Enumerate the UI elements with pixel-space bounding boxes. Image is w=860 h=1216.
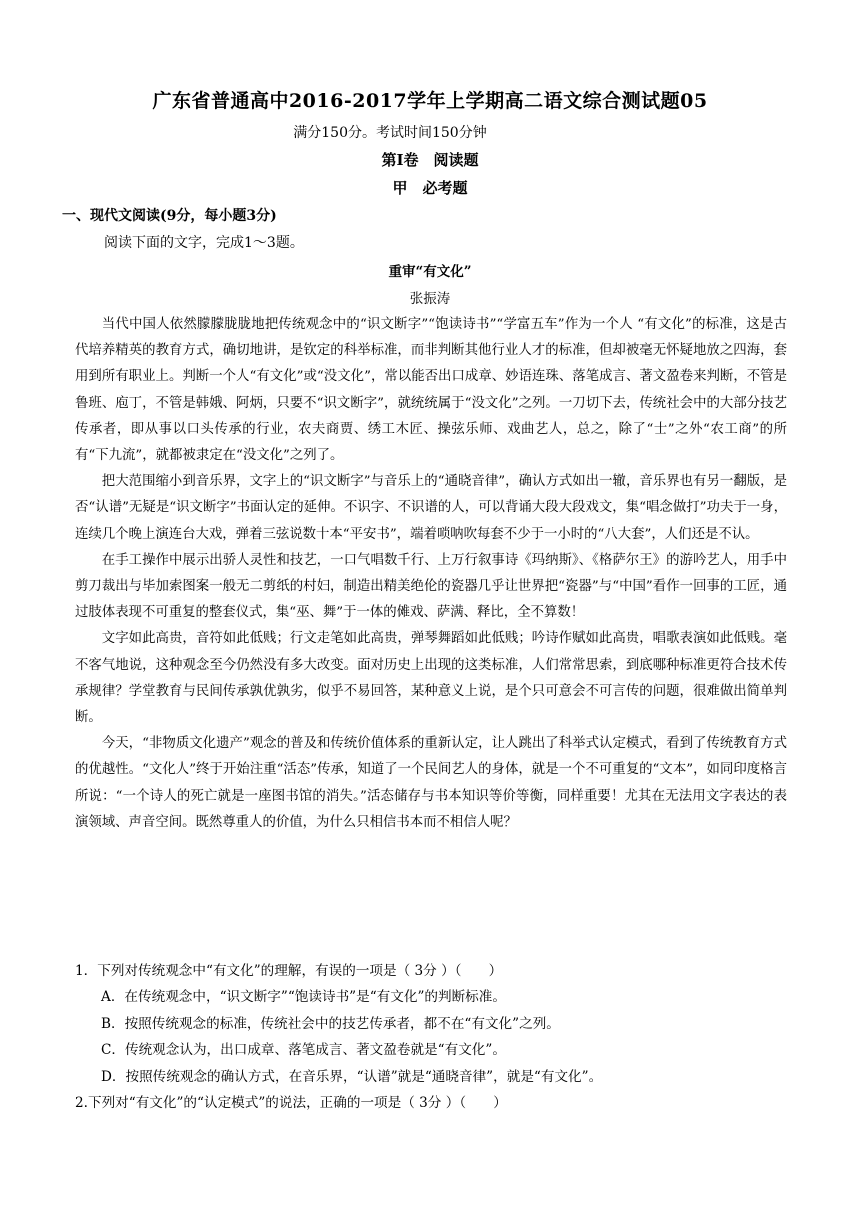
answer-option: A．在传统观念中，“识文断字”“饱读诗书”是“有文化”的判断标准。 [101, 989, 506, 1006]
section-heading: 一、现代文阅读(9分，每小题3分) [62, 208, 277, 224]
article-paragraph: 文字如此高贵，音符如此低贱；行文走笔如此高贵，弹琴舞蹈如此低贱；吟诗作赋如此高贵，唱歌表演如此低贱。毫不客气地说，这种观念至今仍然没有多大改变。面对历史上出现的这类标准，人们常常思索，到底哪种标准更符合技术传承规律？学堂教育与民间传承孰优孰劣，似乎不易回答，某种意义上说，是个只可意会不可言传的问题，很难做出简单判断。 [75, 631, 787, 726]
article-paragraph: 今天，“非物质文化遗产”观念的普及和传统价值体系的重新认定，让人跳出了科举式认定模式，看到了传统教育方式的优越性。“文化人”终于开始注重“活态”传承，知道了一个民间艺人的身体，就是一个不可重复的“文本”，如同印度格言所说：“一个诗人的死亡就是一座图书馆的消失。”活态储存与书本知识等价等衡，同样重要！尤其在无法用文字表达的表演领域、声音空间。既然尊重人的价值，为什么只相信书本而不相信人呢？ [75, 736, 787, 830]
volume-heading: 第Ⅰ卷 阅读题 [381, 151, 479, 169]
answer-option: B．按照传统观念的标准，传统社会中的技艺传承者，都不在“有文化”之列。 [101, 1015, 560, 1032]
article-title: 重审“有文化” [388, 264, 472, 280]
article-paragraph: 在手工操作中展示出骄人灵性和技艺，一口气唱数千行、上万行叙事诗《玛纳斯》、《格萨尔王》的游吟艺人，用手中剪刀裁出与毕加索图案一般无二剪纸的村妇，制造出精美绝伦的瓷器几乎让世界把“瓷器”与“中国”看作一回事的工匠，通过肢体表现不可重复的整套仪式，集“巫、舞”于一体的傩戏、萨满、释比，全不算数！ [75, 552, 787, 621]
questions-block [75, 958, 787, 1116]
article-paragraph: 当代中国人依然朦朦胧胧地把传统观念中的“识文断字”“饱读诗书”“学富五车”作为一个人 “有文化”的标准，这是古代培养精英的教育方式，确切地讲，是钦定的科举标准，而非判断其他行业人才的标准，但却被毫无怀疑地放之四海，套用到所有职业上。判断一个人“有文化”或“没文化”，常以能否出口成章、妙语连珠、落笔成言、著文盈卷来判断，不管是鲁班、庖丁，不管是韩娥、阿炳，只要不“识文断字”，就统统属于“没文化”之列。一刀切下去，传统社会中的大部分技艺传承者，即从事以口头传承的行业，农夫商贾、绣工木匠、操弦乐师、戏曲艺人，总之，除了“士”之外“农工商”的所有“下九流”，就都被隶定在“没文化”之列了。 [75, 317, 787, 464]
question-stem: 2.下列对“有文化”的“认定模式”的说法，正确的一项是（ 3分 ）（ ） [75, 1095, 507, 1112]
exam-subtitle: 满分150分。考试时间150分钟 [293, 125, 487, 141]
article-body [75, 312, 787, 836]
question-stem: 1．下列对传统观念中“有文化”的理解，有误的一项是（ 3分 ）（ ） [75, 963, 503, 979]
article-paragraph: 把大范围缩小到音乐界，文字上的“识文断字”与音乐上的“通晓音律”，确认方式如出一辙，音乐界也有另一翻版，是否“认谱”无疑是“识文断字”书面认定的延伸。不识字、不识谱的人，可以背诵大段大段戏文，集“唱念做打”功夫于一身，连续几个晚上演连台大戏，弹着三弦说数十本“平安书”，端着唢呐吹每套不少于一小时的“八大套”，人们还是不认。 [75, 474, 787, 542]
article-author: 张振涛 [409, 291, 451, 307]
answer-option: C．传统观念认为，出口成章、落笔成言、著文盈卷就是“有文化”。 [101, 1042, 506, 1059]
section-instruction: 阅读下面的文字，完成1～3题。 [104, 235, 304, 251]
answer-option: D．按照传统观念的确认方式，在音乐界，“认谱”就是“通晓音律”，就是“有文化”。 [101, 1068, 603, 1085]
part-heading: 甲 必考题 [392, 179, 468, 197]
exam-title: 广东省普通高中2016-2017学年上学期高二语文综合测试题05 [152, 90, 708, 112]
